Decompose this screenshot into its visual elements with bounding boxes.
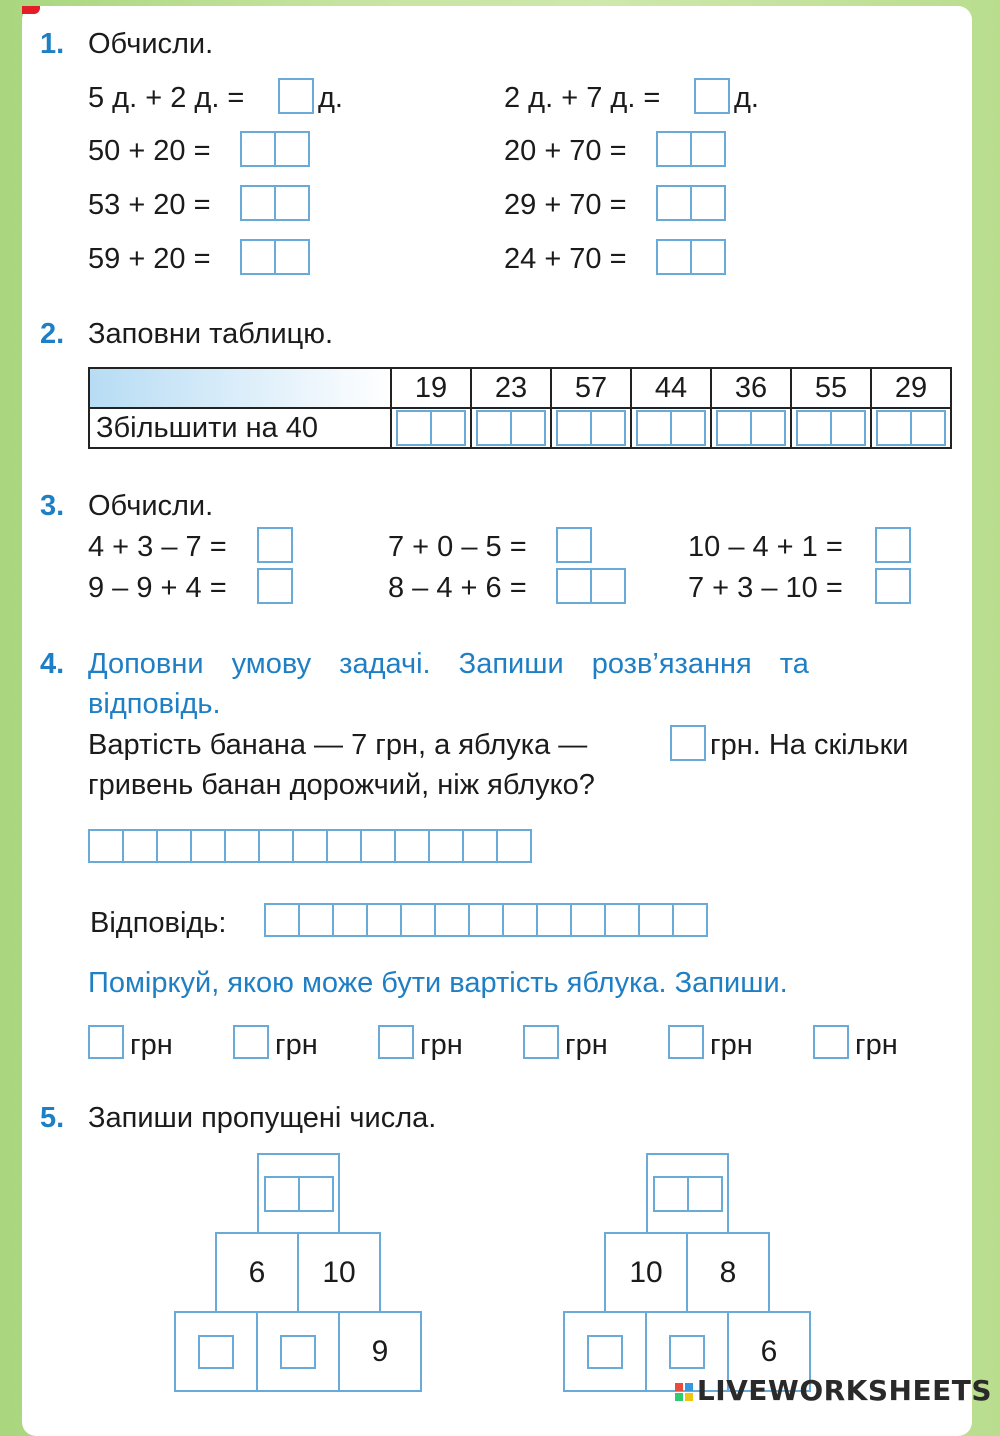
price-box[interactable]	[813, 1025, 849, 1059]
table-value: 57	[551, 368, 631, 408]
task4-condition-b: грн. На скільки	[710, 729, 909, 761]
answer-input-strip[interactable]	[264, 903, 708, 937]
table-row-label: Збільшити на 40	[89, 408, 391, 448]
pyramid1-bottom-middle	[256, 1311, 340, 1392]
task1-expr-r4: 24 + 70 =	[504, 243, 627, 275]
task1-expr-r1: 2 д. + 7 д. =	[504, 82, 661, 114]
answer-boxes[interactable]	[656, 239, 726, 275]
answer-boxes[interactable]	[656, 131, 726, 167]
table-value: 23	[471, 368, 551, 408]
task1-expr-l3: 53 + 20 =	[88, 189, 211, 221]
answer-box[interactable]	[875, 568, 911, 604]
price-box[interactable]	[523, 1025, 559, 1059]
table-answer-cell[interactable]	[551, 408, 631, 448]
table-value: 44	[631, 368, 711, 408]
apple-price-box[interactable]	[670, 725, 706, 761]
table-value: 29	[871, 368, 951, 408]
table-answer-cell[interactable]	[711, 408, 791, 448]
pyramid2-middle-left: 10	[604, 1232, 688, 1313]
answer-box[interactable]	[694, 78, 730, 114]
answer-box[interactable]	[278, 78, 314, 114]
task2-title: Заповни таблицю.	[88, 318, 334, 350]
price-box[interactable]	[233, 1025, 269, 1059]
table-answer-cell[interactable]	[471, 408, 551, 448]
liveworksheets-logo-icon	[675, 1383, 693, 1401]
watermark-text: LIVEWORKSHEETS	[696, 1374, 992, 1407]
price-box[interactable]	[668, 1025, 704, 1059]
unit-label: грн	[710, 1029, 753, 1061]
table-value: 55	[791, 368, 871, 408]
answer-box[interactable]	[257, 568, 293, 604]
answer-boxes[interactable]	[653, 1176, 723, 1212]
table-value: 36	[711, 368, 791, 408]
price-box[interactable]	[88, 1025, 124, 1059]
unit-label: грн	[420, 1029, 463, 1061]
fill-table	[88, 367, 952, 449]
unit-label: грн	[130, 1029, 173, 1061]
task1-expr-l1: 5 д. + 2 д. =	[88, 82, 245, 114]
task3-expr-1: 4 + 3 – 7 =	[88, 531, 227, 563]
answer-box[interactable]	[198, 1335, 234, 1369]
table-value: 19	[391, 368, 471, 408]
unit-label: грн	[855, 1029, 898, 1061]
task4-number: 4.	[40, 648, 65, 680]
price-box[interactable]	[378, 1025, 414, 1059]
answer-boxes[interactable]	[656, 185, 726, 221]
task3-expr-4: 9 – 9 + 4 =	[88, 572, 227, 604]
unit-label: грн	[275, 1029, 318, 1061]
pyramid2-top	[646, 1153, 729, 1234]
task3-number: 3.	[40, 490, 65, 522]
pyramid1-middle-right: 10	[297, 1232, 381, 1313]
table-answer-cell[interactable]	[631, 408, 711, 448]
task4-question: гривень банан дорожчий, ніж яблуко?	[88, 769, 595, 801]
answer-label: Відповідь:	[90, 907, 227, 939]
task3-expr-2: 7 + 0 – 5 =	[388, 531, 527, 563]
answer-box[interactable]	[257, 527, 293, 563]
task1-title: Обчисли.	[88, 28, 214, 60]
answer-box[interactable]	[669, 1335, 705, 1369]
answer-boxes[interactable]	[240, 131, 310, 167]
task5-title: Запиши пропущені числа.	[88, 1102, 437, 1134]
task4-instruction-2: відповідь.	[88, 688, 221, 720]
table-header-blank	[89, 368, 391, 408]
solution-input-strip[interactable]	[88, 829, 532, 863]
task1-expr-r2: 20 + 70 =	[504, 135, 627, 167]
task4-instruction: Доповни умову задачі. Запиши розв’язання та	[88, 648, 809, 680]
pyramid1-bottom-right: 9	[338, 1311, 422, 1392]
task2-number: 2.	[40, 318, 65, 350]
task3-title: Обчисли.	[88, 490, 214, 522]
task3-expr-6: 7 + 3 – 10 =	[688, 572, 843, 604]
answer-boxes[interactable]	[240, 185, 310, 221]
answer-boxes[interactable]	[240, 239, 310, 275]
pyramid2-bottom-left	[563, 1311, 647, 1392]
answer-box[interactable]	[280, 1335, 316, 1369]
task3-expr-3: 10 – 4 + 1 =	[688, 531, 843, 563]
task4-think: Поміркуй, якою може бути вартість яблука. Запиши.	[88, 967, 788, 999]
task1-number: 1.	[40, 28, 65, 60]
liveworksheets-watermark	[675, 1374, 992, 1407]
task3-expr-5: 8 – 4 + 6 =	[388, 572, 527, 604]
task4-condition-a: Вартість банана — 7 грн, а яблука —	[88, 729, 588, 761]
task1-expr-l2: 50 + 20 =	[88, 135, 211, 167]
pyramid1-middle-left: 6	[215, 1232, 299, 1313]
answer-boxes[interactable]	[264, 1176, 334, 1212]
pyramid1-bottom-left	[174, 1311, 258, 1392]
answer-box[interactable]	[587, 1335, 623, 1369]
answer-box[interactable]	[556, 527, 592, 563]
table-answer-cell[interactable]	[871, 408, 951, 448]
task1-expr-r3: 29 + 70 =	[504, 189, 627, 221]
pyramid2-middle-right: 8	[686, 1232, 770, 1313]
task5-number: 5.	[40, 1102, 65, 1134]
table-answer-cell[interactable]	[791, 408, 871, 448]
unit-label: грн	[565, 1029, 608, 1061]
answer-boxes[interactable]	[556, 568, 626, 604]
pyramid2-bottom-right: 6	[727, 1311, 811, 1392]
task1-expr-l4: 59 + 20 =	[88, 243, 211, 275]
corner-tab	[22, 6, 40, 14]
answer-box[interactable]	[875, 527, 911, 563]
task1-unit-r1: д.	[734, 82, 759, 114]
table-answer-cell[interactable]	[391, 408, 471, 448]
pyramid1-top	[257, 1153, 340, 1234]
task1-unit-l1: д.	[318, 82, 343, 114]
